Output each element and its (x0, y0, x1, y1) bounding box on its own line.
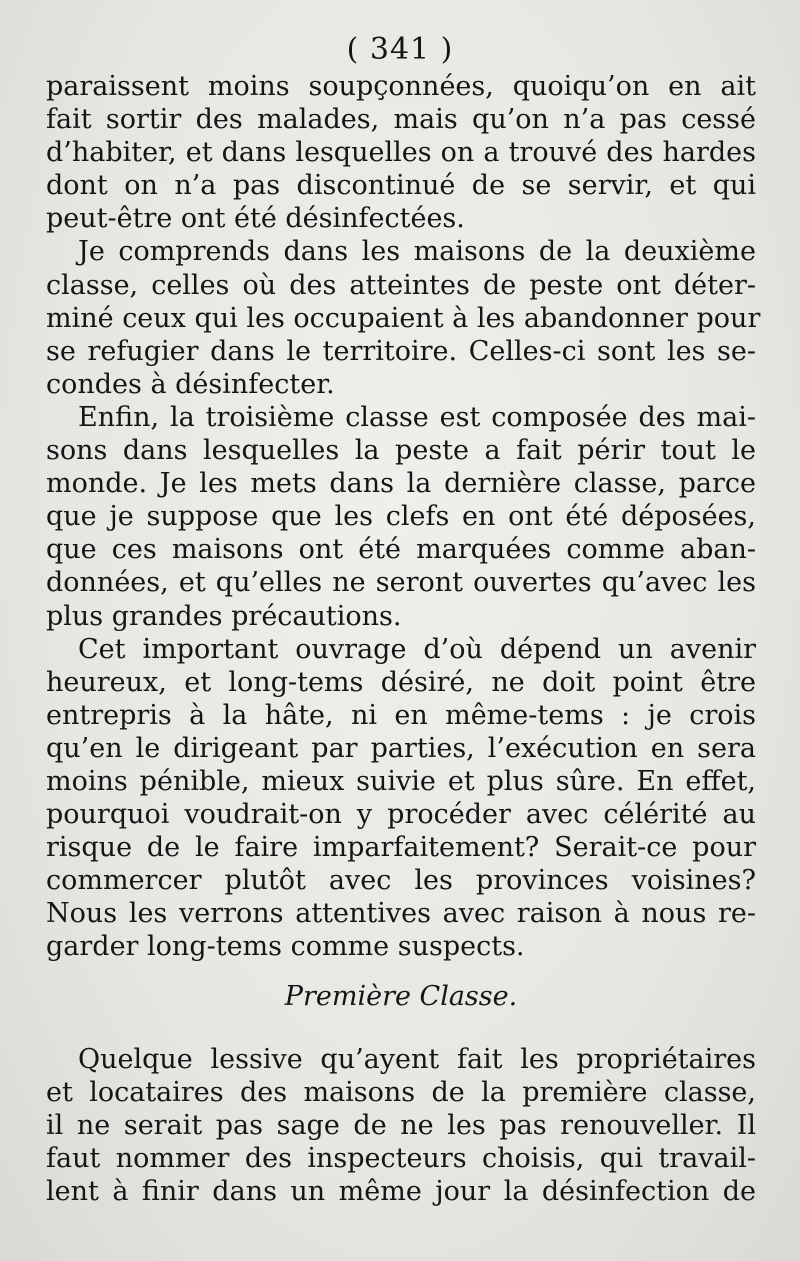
text-line: d’habiter, et dans lesquelles on a trouvé des hardes (46, 137, 756, 169)
text-line: Enfin, la troisième classe est composée des mai- (78, 401, 756, 433)
text-line: heureux, et long-tems désiré, ne doit point être (46, 666, 756, 698)
text-line: et locataires des maisons de la première classe, (46, 1076, 756, 1108)
text-line: Nous les verrons attentives avec raison à nous re- (46, 898, 756, 930)
text-line: se refugier dans le territoire. Celles-ci sont les se- (46, 335, 756, 367)
text-line: miné ceux qui les occupaient à les abandonner pour (46, 302, 761, 334)
text-line: moins pénible, mieux suivie et plus sûre. En effet, (46, 765, 756, 797)
text-line: commercer plutôt avec les provinces voisines? (46, 865, 756, 897)
section-heading: Première Classe. (284, 980, 518, 1012)
text-line: entrepris à la hâte, ni en même-tems : je crois (46, 699, 756, 731)
page-number: ( 341 ) (346, 32, 454, 67)
text-line: que je suppose que les clefs en ont été déposées, (46, 501, 756, 533)
text-line: données, et qu’elles ne seront ouvertes qu’avec les (46, 567, 756, 599)
text-line: il ne serait pas sage de ne les pas renouveller. Il (46, 1109, 756, 1141)
text-line: risque de le faire imparfaitement? Serait-ce pour (46, 832, 756, 864)
paragraph-2 (46, 235, 761, 400)
text-line: peut-être ont été désinfectées. (46, 203, 465, 235)
text-line: Cet important ouvrage d’où dépend un avenir (78, 633, 756, 665)
text-line: lent à finir dans un même jour la désinfection de (46, 1176, 756, 1207)
paragraph-4 (46, 633, 756, 964)
text-line: pourquoi voudrait-on y procéder avec célérité au (46, 799, 756, 831)
text-line: dont on n’a pas discontinué de se servir, et qui (46, 170, 756, 202)
text-line: paraissent moins soupçonnées, quoiqu’on en ait (46, 71, 756, 102)
text-line: faut nommer des inspecteurs choisis, qui travail- (46, 1142, 756, 1174)
text-line: que ces maisons ont été marquées comme aban- (46, 534, 756, 566)
text-line: condes à désinfecter. (46, 368, 335, 400)
text-line: plus grandes précautions. (46, 600, 402, 632)
paragraph-5 (46, 1043, 756, 1208)
text-line: monde. Je les mets dans la dernière classe, parce (46, 468, 756, 500)
text-line: qu’en le dirigeant par parties, l’exécution en sera (46, 732, 756, 764)
paragraph-1 (46, 70, 756, 235)
text-line: fait sortir des malades, mais qu’on n’a pas cessé (46, 104, 756, 136)
text-line: classe, celles où des atteintes de peste ont déter- (46, 269, 756, 301)
text-line: garder long-tems comme suspects. (46, 931, 525, 963)
text-line: Je comprends dans les maisons de la deuxième (78, 236, 756, 268)
text-line: Quelque lessive qu’ayent fait les propriétaires (78, 1043, 756, 1075)
text-line: sons dans lesquelles la peste a fait périr tout le (46, 435, 756, 467)
page-body (46, 70, 761, 1208)
paragraph-3 (46, 401, 756, 633)
